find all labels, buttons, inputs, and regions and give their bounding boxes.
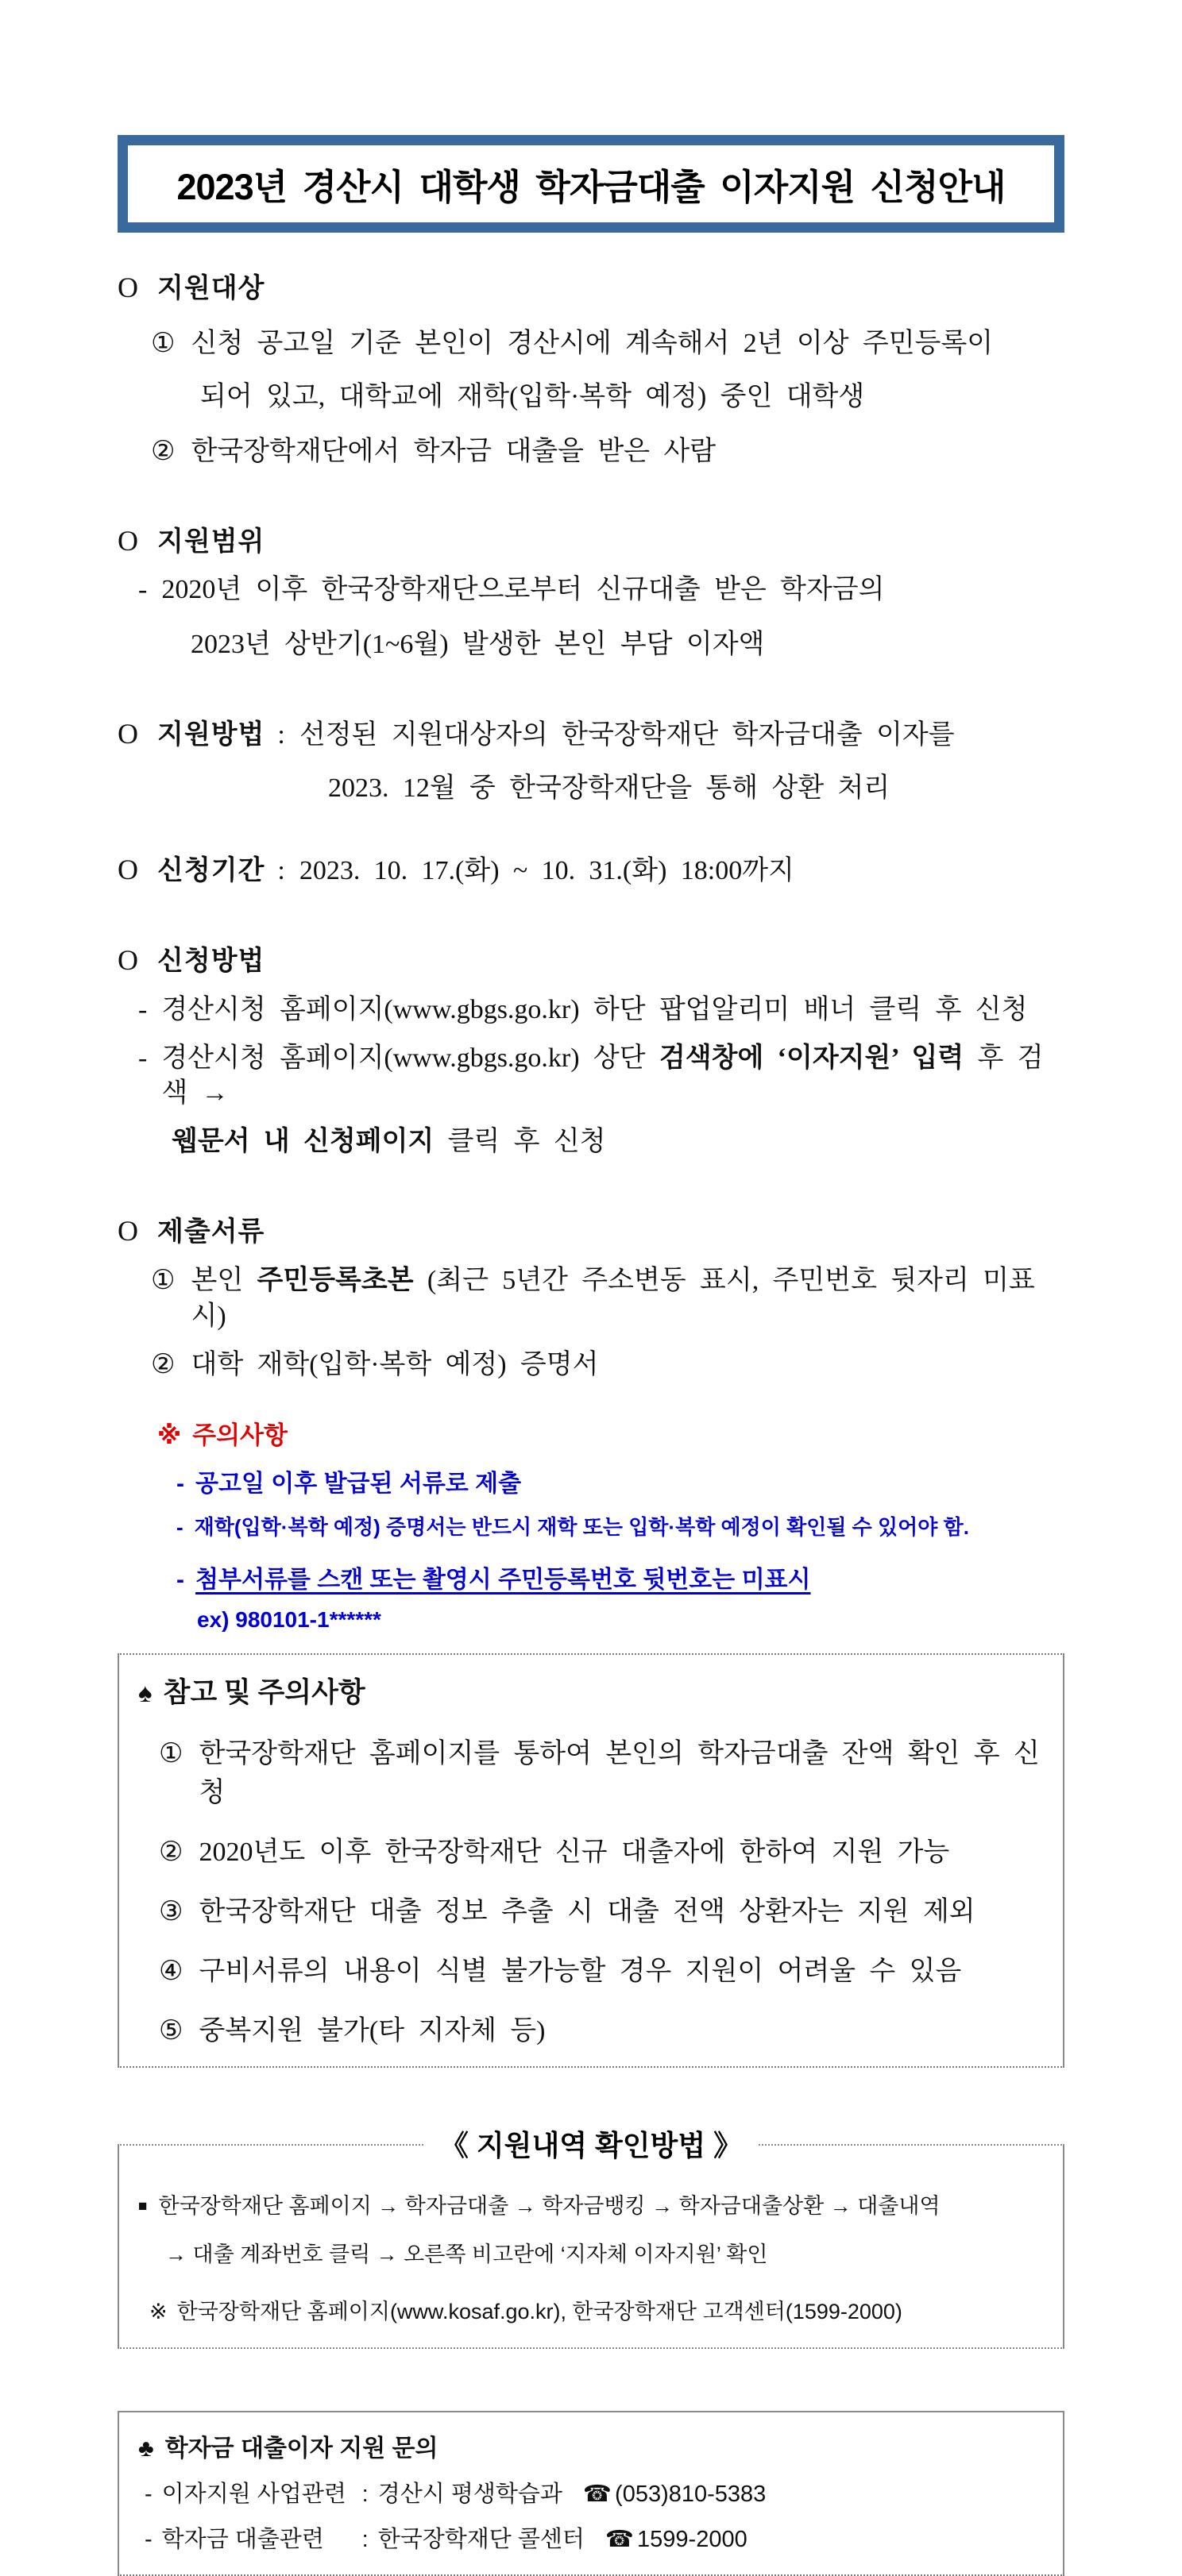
colon: : — [277, 855, 285, 885]
contact-item-2 — [138, 2521, 1044, 2554]
item-text — [191, 1263, 1064, 1335]
apply-method-item-2-line-2 — [118, 1124, 1064, 1160]
support-target-item-1-line-2 — [118, 380, 1064, 415]
caution-block — [118, 1415, 1064, 1633]
dash-bullet: - — [138, 994, 148, 1024]
reference-mark-icon: ※ — [157, 1421, 182, 1449]
circled-number: ⑤ — [159, 2015, 183, 2046]
section-bullet: O — [118, 853, 138, 885]
apply-method-item-2-line-1 — [118, 1041, 1064, 1113]
check-method-box — [118, 2128, 1064, 2350]
section-heading: 신청방법 — [157, 946, 265, 976]
item-text: → 대출 계좌번호 클릭 → 오른쪽 비고란에 ‘지자체 이자지원’ 확인 — [165, 2242, 768, 2267]
item-text-bold: 웹문서 내 신청페이지 — [172, 1127, 435, 1157]
apply-period-value: 2023. 10. 17.(화) ~ 10. 31.(화) 18:00까지 — [299, 855, 794, 885]
reference-item-1 — [138, 1731, 1044, 1809]
check-method-note — [138, 2294, 1044, 2325]
item-text-normal: 본인 — [191, 1266, 257, 1295]
section-heading: 지원방법 — [157, 720, 265, 750]
documents-item-1 — [118, 1263, 1064, 1335]
contact-org: 경산시 평생학습과 — [377, 2482, 562, 2508]
item-text: 한국장학재단 홈페이지를 통하여 본인의 학자금대출 잔액 확인 후 신청 — [199, 1738, 1040, 1807]
support-target-item-1-line-1 — [118, 326, 1064, 362]
reference-item-3 — [138, 1889, 1044, 1928]
title-box-inner — [128, 145, 1054, 222]
circled-number: ① — [151, 328, 176, 358]
section-bullet: O — [118, 718, 138, 750]
section-heading: 지원범위 — [157, 526, 265, 557]
section-heading: 제출서류 — [157, 1217, 265, 1248]
contact-name: 이자지원 사업관련 — [161, 2482, 346, 2508]
caution-item-text: 재학(입학·복학 예정) 증명서는 반드시 재학 또는 입학·복학 예정이 확인될 수 있어야 함. — [194, 1514, 969, 1539]
dash-bullet: - — [138, 1043, 148, 1073]
section-heading: 지원대상 — [157, 274, 265, 303]
item-text: 되어 있고, 대학교에 재학(입학·복학 예정) 중인 대학생 — [200, 381, 865, 411]
item-text: 2023. 12월 중 한국장학재단을 통해 상환 처리 — [328, 773, 890, 803]
item-text — [172, 1124, 606, 1160]
item-text: 한국장학재단 홈페이지 → 학자금대출 → 학자금뱅킹 → 학자금대출상환 → 대출내역 — [158, 2193, 941, 2218]
reference-item-4 — [138, 1949, 1044, 1988]
contact-phone-number: 1599-2000 — [637, 2527, 747, 2553]
section-support-method-heading — [118, 715, 1064, 754]
item-text: 2020년 이후 한국장학재단으로부터 신규대출 받은 학자금의 — [161, 575, 885, 605]
support-method-line-2 — [118, 771, 1064, 807]
check-method-line-1 — [138, 2192, 1044, 2222]
reference-mark-icon: ※ — [149, 2300, 168, 2324]
dash-bullet: - — [176, 1470, 184, 1497]
item-text: 대학 재학(입학·복학 예정) 증명서 — [191, 1349, 599, 1379]
dash-bullet: - — [176, 1514, 183, 1539]
dash-bullet: - — [145, 2482, 153, 2508]
colon: : — [361, 2527, 369, 2553]
caution-example: ex) 980101-1****** — [197, 1606, 381, 1632]
note-text: 한국장학재단 홈페이지(www.kosaf.go.kr), 한국장학재단 고객센터(1599-2000) — [176, 2300, 902, 2324]
section-apply-period — [118, 851, 1064, 889]
section-bullet: O — [118, 1215, 138, 1248]
dash-bullet: - — [176, 1566, 184, 1593]
contact-name: 학자금 대출관련 — [161, 2527, 324, 2553]
circled-number: ② — [151, 1349, 176, 1379]
contact-org: 한국장학재단 콜센터 — [377, 2527, 585, 2553]
caution-item-2 — [118, 1511, 1064, 1541]
colon: : — [361, 2482, 369, 2508]
reference-box-heading-text: 참고 및 주의사항 — [163, 1676, 365, 1708]
contact-box-heading-text: 학자금 대출이자 지원 문의 — [164, 2435, 438, 2462]
support-scope-line-1 — [118, 573, 1064, 608]
item-text: 중복지원 불가(타 지자체 등) — [199, 2015, 546, 2046]
caution-heading-text: 주의사항 — [192, 1421, 288, 1449]
page-title: 2023년 경산시 대학생 학자금대출 이자지원 신청안내 — [176, 167, 1006, 207]
item-text-normal: 클릭 후 신청 — [434, 1127, 606, 1157]
item-text: 한국장학재단에서 학자금 대출을 받은 사람 — [191, 436, 717, 466]
caution-heading — [118, 1415, 1064, 1451]
documents-item-2 — [118, 1348, 1064, 1383]
section-support-scope-heading — [118, 523, 1064, 561]
item-text: 2023년 상반기(1~6월) 발생한 본인 부담 이자액 — [191, 630, 765, 660]
reference-box-heading — [138, 1671, 1044, 1710]
colon: : — [277, 720, 285, 750]
item-text: 신청 공고일 기준 본인이 경산시에 계속해서 2년 이상 주민등록이 — [191, 328, 994, 358]
item-text — [161, 1041, 1064, 1113]
circled-number: ② — [151, 436, 176, 466]
section-bullet: O — [118, 272, 138, 303]
item-text-normal: (최근 5년간 주소변동 표시, 주민번호 뒷자리 미표시) — [191, 1266, 1035, 1331]
caution-item-1 — [118, 1463, 1064, 1498]
section-bullet: O — [118, 943, 138, 976]
item-text: 구비서류의 내용이 식별 불가능할 경우 지원이 어려울 수 있음 — [199, 1956, 962, 1986]
dash-bullet: - — [138, 575, 148, 605]
phone-icon: ☎ — [605, 2527, 635, 2553]
reference-item-2 — [138, 1830, 1044, 1868]
spade-icon: ♠ — [138, 1679, 153, 1708]
item-text-bold: 주민등록초본 — [257, 1266, 414, 1295]
circled-number: ① — [151, 1266, 176, 1295]
circled-number: ④ — [159, 1956, 183, 1986]
item-text: 경산시청 홈페이지(www.gbgs.go.kr) 하단 팝업알리미 배너 클릭 후 신청 — [161, 994, 1028, 1024]
check-method-line-2 — [138, 2240, 1044, 2270]
club-icon: ♣ — [138, 2435, 154, 2462]
contact-phone-number: (053)810-5383 — [615, 2482, 767, 2508]
item-text: 2020년도 이후 한국장학재단 신규 대출자에 한하여 지원 가능 — [199, 1837, 950, 1867]
contact-box-heading — [138, 2428, 1044, 2463]
square-bullet-icon: ■ — [138, 2197, 148, 2215]
check-method-title: 《 지원내역 확인방법 》 — [424, 2123, 758, 2164]
apply-method-item-1 — [118, 993, 1064, 1028]
caution-item-3 — [118, 1560, 1064, 1595]
item-text-bold: 검색창에 ‘이자지원’ 입력 — [659, 1043, 964, 1073]
dash-bullet: - — [145, 2527, 153, 2553]
support-target-item-2 — [118, 434, 1064, 470]
item-text-normal: 경산시청 홈페이지(www.gbgs.go.kr) 상단 — [161, 1043, 659, 1073]
section-value: 선정된 지원대상자의 한국장학재단 학자금대출 이자를 — [299, 720, 955, 750]
contact-box — [118, 2411, 1064, 2576]
section-support-target-heading — [118, 269, 1064, 307]
circled-number: ② — [159, 1837, 183, 1867]
section-apply-method-heading — [118, 942, 1064, 980]
item-text-normal: 후 검색 → — [161, 1043, 1044, 1109]
phone-icon: ☎ — [582, 2482, 612, 2508]
support-scope-line-2 — [118, 627, 1064, 663]
reference-box — [118, 1653, 1064, 2068]
caution-item-text-underlined: 첨부서류를 스캔 또는 촬영시 주민등록번호 뒷번호는 미표시 — [195, 1566, 811, 1593]
title-box — [118, 135, 1064, 233]
reference-item-5 — [138, 2008, 1044, 2047]
circled-number: ③ — [159, 1896, 183, 1926]
circled-number: ① — [159, 1738, 183, 1768]
caution-item-text: 공고일 이후 발급된 서류로 제출 — [195, 1470, 522, 1497]
section-heading: 신청기간 — [157, 855, 265, 885]
section-bullet: O — [118, 524, 138, 557]
section-documents-heading — [118, 1213, 1064, 1251]
contact-item-1 — [138, 2476, 1044, 2509]
item-text: 한국장학재단 대출 정보 추출 시 대출 전액 상환자는 지원 제외 — [199, 1896, 975, 1926]
